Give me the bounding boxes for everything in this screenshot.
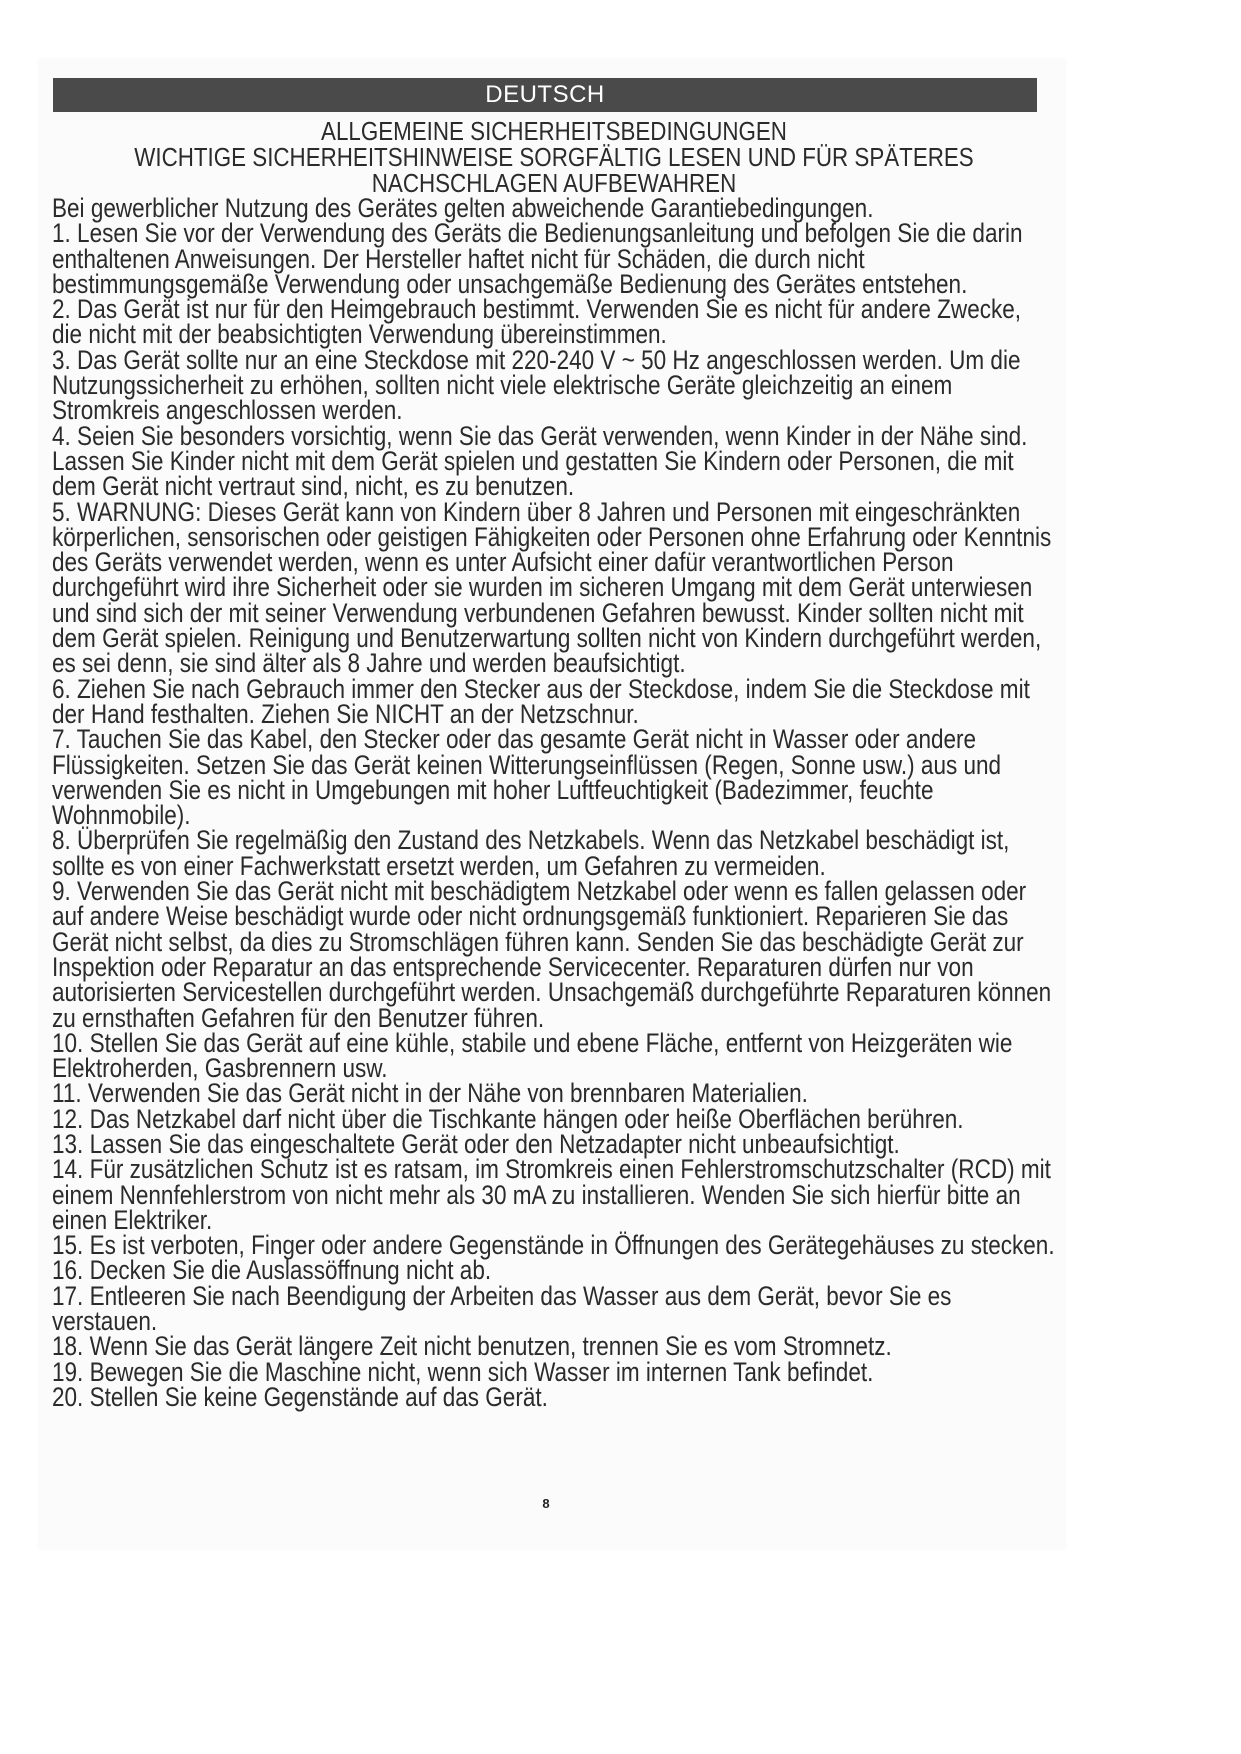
title-line-3: NACHSCHLAGEN AUFBEWAHREN xyxy=(371,168,737,198)
instruction-item-20: 20. Stellen Sie keine Gegenstände auf das Gerät. xyxy=(52,1381,548,1412)
instruction-item-16: 16. Decken Sie die Auslassöffnung nicht ab. xyxy=(52,1255,492,1286)
instruction-item-18: 18. Wenn Sie das Gerät längere Zeit nicht benutzen, trennen Sie es vom Stromnetz. xyxy=(52,1331,892,1362)
page-number: 8 xyxy=(542,1496,550,1511)
instruction-item-4: 4. Seien Sie besonders vorsichtig, wenn Sie das Gerät verwenden, wenn Kinder in der Nähe sind. Lassen Sie Kinder nicht mit dem Gerät spielen und gestatten Sie Kindern oder Personen, die mit dem Gerät nicht vertraut sind, nicht, es zu benutzen. xyxy=(52,420,1028,502)
instruction-item-19: 19. Bewegen Sie die Maschine nicht, wenn sich Wasser im internen Tank befindet. xyxy=(52,1356,874,1387)
instruction-item-13: 13. Lassen Sie das eingeschaltete Gerät oder den Netzadapter nicht unbeaufsichtigt. xyxy=(52,1128,900,1159)
section-title xyxy=(123,118,985,196)
instruction-item-8: 8. Überprüfen Sie regelmäßig den Zustand des Netzkabels. Wenn das Netzkabel beschädigt ist, sollte es von einer Fachwerkstatt ersetzt werden, um Gefahren zu vermeiden. xyxy=(52,825,1010,881)
instruction-item-17: 17. Entleeren Sie nach Beendigung der Arbeiten das Wasser aus dem Gerät, bevor Sie es verstauen. xyxy=(52,1280,952,1337)
instruction-item-12: 12. Das Netzkabel darf nicht über die Tischkante hängen oder heiße Oberflächen berühren. xyxy=(52,1103,964,1134)
instruction-item-3: 3. Das Gerät sollte nur an eine Steckdose mit 220-240 V ~ 50 Hz angeschlossen werden. Um die Nutzungssicherheit zu erhöhen, sollten nicht viele elektrische Geräte gleichzeitig an einem Stromkreis angeschlossen werden. xyxy=(52,344,1021,426)
instruction-item-7: 7. Tauchen Sie das Kabel, den Stecker oder das gesamte Gerät nicht in Wasser oder andere Flüssigkeiten. Setzen Sie das Gerät keinen Witterungseinflüssen (Regen, Sonne usw.) aus und verwenden Sie es nicht in Umgebungen mit hoher Luftfeuchtigkeit (Badezimmer, feuchte Wohnmobile). xyxy=(52,724,1002,831)
instruction-item-10: 10. Stellen Sie das Gerät auf eine kühle, stabile und ebene Fläche, entfernt von Heizgeräten wie Elektroherden, Gasbrennern usw. xyxy=(52,1027,1013,1084)
instruction-item-6: 6. Ziehen Sie nach Gebrauch immer den Stecker aus der Steckdose, indem Sie die Steckdose mit der Hand festhalten. Ziehen Sie NICHT an der Netzschnur. xyxy=(52,673,1030,729)
instruction-item-2: 2. Das Gerät ist nur für den Heimgebrauch bestimmt. Verwenden Sie es nicht für andere Zwecke, die nicht mit der beabsichtigten Verwendung übereinstimmen. xyxy=(52,294,1022,350)
language-header-bar: DEUTSCH xyxy=(53,78,1037,112)
instruction-item-14: 14. Für zusätzlichen Schutz ist es ratsam, im Stromkreis einen Fehlerstromschutzschalter (RCD) mit einem Nennfehlerstrom von nicht mehr als 30 mA zu installieren. Wenden Sie sich hierfür bitte an einen Elektriker. xyxy=(52,1154,1051,1235)
title-line-1: ALLGEMEINE SICHERHEITSBEDINGUNGEN xyxy=(321,116,787,146)
safety-instructions xyxy=(52,193,1055,1412)
instruction-item-5: 5. WARNUNG: Dieses Gerät kann von Kindern über 8 Jahren und Personen mit eingeschränkten körperlichen, sensorischen oder geistigen Fähigkeiten oder Personen ohne Erfahrung oder Kenntnis des Geräts verwendet werden, wenn es unter Aufsicht einer dafür verantwortlichen Person durchgeführt wird ihre Sicherheit oder sie wurden im sicheren Umgang mit dem Gerät unterwiesen und sind sich der mit seiner Verwendung verbundenen Gefahren bewusst. Kinder sollten nicht mit dem Gerät spielen. Reinigung und Benutzerwartung sollten nicht von Kindern durchgeführt werden, es sei denn, sie sind älter als 8 Jahre und werden beaufsichtigt. xyxy=(52,496,1052,679)
instruction-item-11: 11. Verwenden Sie das Gerät nicht in der Nähe von brennbaren Materialien. xyxy=(52,1078,808,1109)
instruction-item-1: 1. Lesen Sie vor der Verwendung des Geräts die Bedienungsanleitung und befolgen Sie die darin enthaltenen Anweisungen. Der Hersteller haftet nicht für Schäden, die durch nicht bestimmungsgemäße Verwendung oder unsachgemäße Bedienung des Gerätes entstehen. xyxy=(52,218,1023,299)
instruction-item-15: 15. Es ist verboten, Finger oder andere Gegenstände in Öffnungen des Gerätegehäuses zu stecken. xyxy=(52,1230,1055,1261)
instruction-item-9: 9. Verwenden Sie das Gerät nicht mit beschädigtem Netzkabel oder wenn es fallen gelassen oder auf andere Weise beschädigt wurde oder nicht ordnungsgemäß funktioniert. Reparieren Sie das Gerät nicht selbst, da dies zu Stromschlägen führen kann. Senden Sie das beschädigte Gerät zur Inspektion oder Reparatur an das entsprechende Servicecenter. Reparaturen dürfen nur von autorisierten Servicestellen durchgeführt werden. Unsachgemäß durchgeführte Reparaturen können zu ernsthaften Gefahren für den Benutzer führen. xyxy=(52,876,1052,1033)
title-line-2: WICHTIGE SICHERHEITSHINWEISE SORGFÄLTIG LESEN UND FÜR SPÄTERES xyxy=(134,142,974,172)
intro-paragraph: Bei gewerblicher Nutzung des Gerätes gelten abweichende Garantiebedingungen. xyxy=(52,193,874,223)
